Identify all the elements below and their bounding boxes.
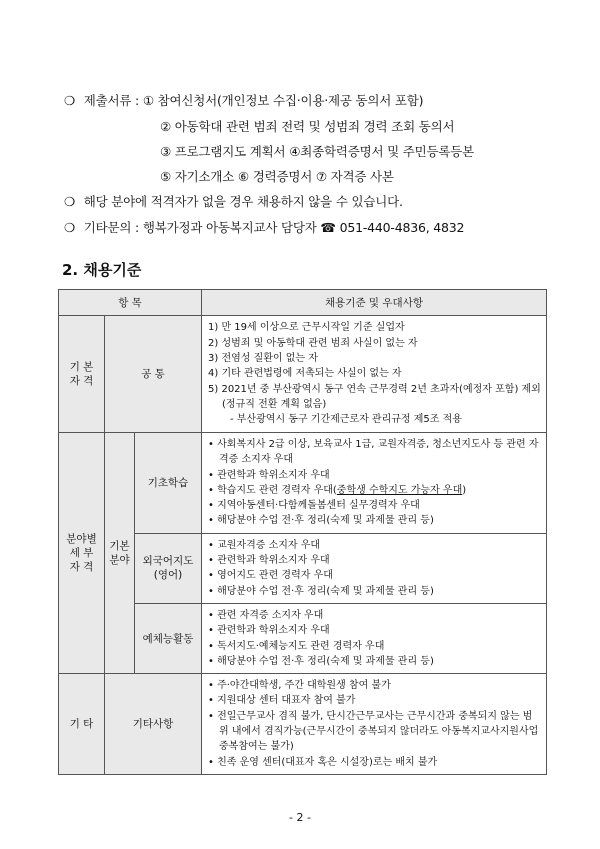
docs-line-1 [64, 91, 423, 109]
list-item: • 사회복지사 2급 이상, 보육교사 1급, 교원자격증, 청소년지도사 등 관련 자격증 소지자 우대 [208, 439, 539, 466]
docs-label: 제출서류 : [83, 93, 143, 108]
table-header-row [59, 290, 547, 316]
list-item: • 독서지도‧예체능지도 관련 경력자 우대 [208, 640, 385, 652]
etc-items [202, 674, 547, 775]
header-item: 항 목 [59, 290, 202, 316]
header-criteria: 채용기준 및 우대사항 [202, 290, 547, 316]
list-item: • 교원자격증 소지자 우대 [208, 539, 321, 551]
list-item: 1) 만 19세 이상으로 근무시작일 기준 실업자 [208, 322, 405, 334]
docs-item-4: ⑤ 자기소개소 ⑥ 경력증명서 ⑦ 자격증 사본 [160, 169, 394, 184]
phone-icon: ☎ [320, 220, 336, 235]
section-title: 2. 채용기준 [62, 261, 142, 279]
note-line [64, 192, 403, 210]
table-row-basic-study [59, 433, 547, 534]
circle-bullet-icon: ❍ [64, 194, 76, 209]
list-item: • 관련 자격증 소지자 우대 [208, 609, 324, 621]
basic-label: 기 본 자 격 [59, 316, 105, 433]
docs-item-2: ② 아동학대 관련 범죄 전력 및 성범죄 경력 조회 동의서 [160, 119, 455, 134]
list-item: 4) 기타 관련법령에 저촉되는 사실이 없는 자 [208, 368, 402, 380]
list-item: • 관련학과 학위소지자 우대 [208, 555, 330, 567]
note-text: 해당 분야에 적격자가 없을 경우 채용하지 않을 수 있습니다. [83, 194, 403, 209]
list-item: - 부산광역시 동구 기간제근로자 관리규정 제5조 적용 [230, 414, 462, 426]
list-item: • 친족 운영 센터(대표자 혹은 시설장)로는 배치 불가 [208, 756, 438, 768]
contact-line [64, 218, 464, 236]
contact-text: 기타문의 : 행복가정과 아동복지교사 담당자 [83, 220, 321, 235]
basic-sub: 공 통 [105, 316, 202, 433]
field-row-items [202, 533, 547, 603]
docs-item-1: ① 참여신청서(개인정보 수집‧이용‧제공 동의서 포함) [142, 93, 424, 108]
list-item: 5) 2021년 중 부산광역시 동구 연속 근무경력 2년 초과자(예정자 포함) 제외 [208, 383, 541, 395]
list-item: • 주‧야간대학생, 주간 대학원생 참여 불가 [208, 680, 391, 692]
list-item: • 지역아동센터‧다함께돌봄센터 실무경력자 우대 [208, 500, 420, 512]
list-item: • 영어지도 관련 경력자 우대 [208, 570, 333, 582]
list-item: • 전일근무교사 겸직 불가, 단시간근무교사는 근무시간과 중복되지 않는 범위 내에서 겸직가능(근무시간이 중복되지 않더라도 아동복지교사지원사업 중복참여는 불가) [208, 710, 539, 753]
list-item: 2) 성범죄 및 아동학대 관련 범죄 사실이 없는 자 [208, 337, 418, 349]
etc-label: 기 타 [59, 674, 105, 775]
basic-items [202, 316, 547, 433]
contact-phone: 051-440-4836, 4832 [339, 220, 465, 235]
list-item: • 학습지도 관련 경력자 우대(중학생 수학지도 가능자 우대) [208, 484, 467, 496]
list-item: • 해당분야 수업 전‧후 정리(숙제 및 과제물 관리 등) [208, 515, 434, 527]
list-item: • 해당분야 수업 전‧후 정리(숙제 및 과제물 관리 등) [208, 655, 434, 667]
field-sub: 기본 분야 [105, 433, 135, 674]
field-row-name: 외국어지도 (영어) [135, 533, 202, 603]
list-item: 3) 전염성 질환이 없는 자 [208, 353, 318, 365]
table-row-basic [59, 316, 547, 433]
field-row-name: 예체능활동 [135, 603, 202, 673]
circle-bullet-icon: ❍ [64, 220, 76, 235]
field-row-name: 기초학습 [135, 433, 202, 534]
page-number: - 2 - [289, 811, 311, 824]
list-item: (정규직 전환 계획 없음) [222, 398, 327, 410]
docs-item-3: ③ 프로그램지도 계획서 ④최종학력증명서 및 주민등록등본 [160, 144, 475, 159]
list-item: • 관련학과 학위소지자 우대 [208, 625, 330, 637]
list-item: • 관련학과 학위소지자 우대 [208, 469, 330, 481]
field-label: 분야별 세 부 자 격 [59, 433, 105, 674]
list-item: • 해당분야 수업 전‧후 정리(숙제 및 과제물 관리 등) [208, 585, 434, 597]
field-row-items [202, 433, 547, 534]
list-item: • 지원대상 센터 대표자 참여 불가 [208, 695, 356, 707]
underlined-text: 중학생 수학지도 가능자 우대 [336, 484, 463, 496]
circle-bullet-icon: ❍ [64, 93, 76, 108]
criteria-table [58, 289, 547, 775]
field-row-items [202, 603, 547, 673]
table-row-etc [59, 674, 547, 775]
etc-sub: 기타사항 [105, 674, 202, 775]
